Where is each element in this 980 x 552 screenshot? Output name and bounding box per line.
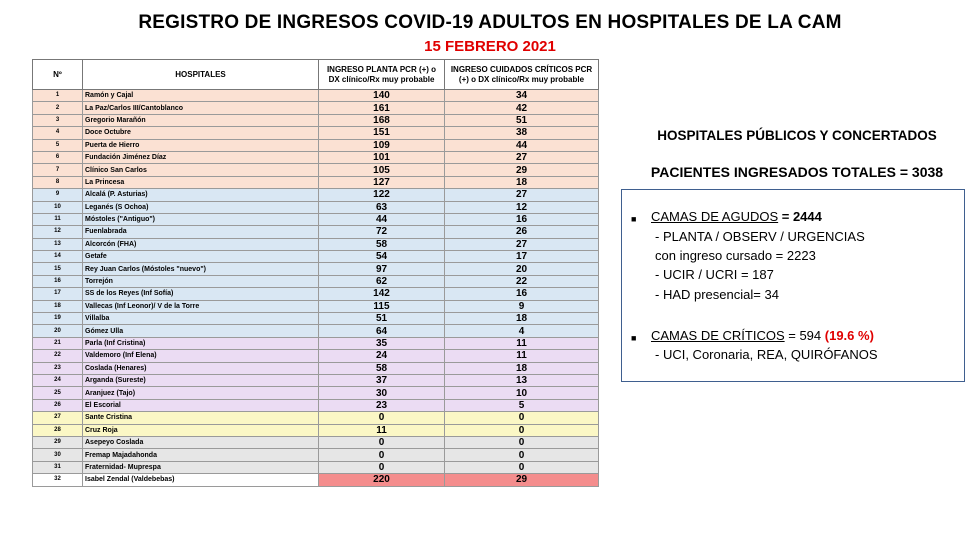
planta-count: 0: [319, 412, 445, 424]
table-row: [33, 313, 599, 325]
planta-count: 62: [319, 275, 445, 287]
planta-count: 115: [319, 300, 445, 312]
hospital-name: Coslada (Henares): [83, 362, 319, 374]
planta-count: 58: [319, 362, 445, 374]
beds-summary-box: [621, 189, 965, 382]
criticos-count: 13: [445, 374, 599, 386]
row-number: 10: [33, 201, 83, 213]
planta-count: 220: [319, 474, 445, 486]
section-title: HOSPITALES PÚBLICOS Y CONCERTADOS: [657, 128, 937, 143]
total-patients: PACIENTES INGRESADOS TOTALES = 3038: [650, 164, 944, 180]
planta-count: 72: [319, 226, 445, 238]
criticos-count: 16: [445, 213, 599, 225]
planta-count: 0: [319, 449, 445, 461]
row-number: 14: [33, 251, 83, 263]
row-number: 5: [33, 139, 83, 151]
row-number: 25: [33, 387, 83, 399]
hospital-name: Móstoles ("Antiguo"): [83, 213, 319, 225]
hospital-name: Alcorcón (FHA): [83, 238, 319, 250]
hospital-name: Torrejón: [83, 275, 319, 287]
hospital-name: Fuenlabrada: [83, 226, 319, 238]
criticos-value: = 594: [784, 328, 822, 343]
planta-count: 127: [319, 176, 445, 188]
agudos-detail: - UCIR / UCRI = 187: [655, 267, 774, 282]
row-number: 1: [33, 90, 83, 102]
table-row: [33, 201, 599, 213]
table-row: [33, 399, 599, 411]
hospital-name: Gómez Ulla: [83, 325, 319, 337]
table-row: [33, 337, 599, 349]
table-row: [33, 424, 599, 436]
criticos-count: 4: [445, 325, 599, 337]
criticos-label: CAMAS DE CRÍTICOS: [651, 328, 785, 343]
criticos-count: 42: [445, 102, 599, 114]
table-row: [33, 102, 599, 114]
hospital-name: Alcalá (P. Asturias): [83, 189, 319, 201]
table-row: [33, 90, 599, 102]
hospital-name: Clínico San Carlos: [83, 164, 319, 176]
square-bullet-icon: ■: [631, 214, 637, 224]
hospital-name: Rey Juan Carlos (Móstoles "nuevo"): [83, 263, 319, 275]
planta-count: 142: [319, 288, 445, 300]
table-row: [33, 474, 599, 486]
planta-count: 44: [319, 213, 445, 225]
row-number: 12: [33, 226, 83, 238]
agudos-detail: - PLANTA / OBSERV / URGENCIAS: [655, 229, 865, 244]
row-number: 6: [33, 151, 83, 163]
criticos-count: 18: [445, 176, 599, 188]
table-row: [33, 263, 599, 275]
hospital-name: Ramón y Cajal: [83, 90, 319, 102]
table-row: [33, 325, 599, 337]
table-row: [33, 350, 599, 362]
row-number: 28: [33, 424, 83, 436]
criticos-count: 0: [445, 461, 599, 473]
row-number: 22: [33, 350, 83, 362]
criticos-count: 51: [445, 114, 599, 126]
row-number: 32: [33, 474, 83, 486]
criticos-count: 29: [445, 164, 599, 176]
table-header-row: [33, 60, 599, 90]
table-row: [33, 139, 599, 151]
planta-count: 151: [319, 127, 445, 139]
planta-count: 23: [319, 399, 445, 411]
table-row: [33, 436, 599, 448]
report-date: 15 FEBRERO 2021: [424, 38, 556, 55]
hospital-name: Fremap Majadahonda: [83, 449, 319, 461]
row-number: 7: [33, 164, 83, 176]
agudos-detail: - HAD presencial= 34: [655, 287, 779, 302]
row-number: 31: [33, 461, 83, 473]
table-row: [33, 449, 599, 461]
row-number: 2: [33, 102, 83, 114]
planta-count: 63: [319, 201, 445, 213]
table-row: [33, 412, 599, 424]
row-number: 29: [33, 436, 83, 448]
hospital-name: Parla (Inf Cristina): [83, 337, 319, 349]
table-row: [33, 387, 599, 399]
hospital-admissions-table: [32, 59, 599, 487]
agudos-value: = 2444: [778, 209, 822, 224]
row-number: 24: [33, 374, 83, 386]
hospital-name: Leganés (S Ochoa): [83, 201, 319, 213]
planta-count: 51: [319, 313, 445, 325]
row-number: 15: [33, 263, 83, 275]
table-row: [33, 461, 599, 473]
row-number: 17: [33, 288, 83, 300]
planta-count: 161: [319, 102, 445, 114]
hospital-name: Fraternidad- Muprespa: [83, 461, 319, 473]
planta-count: 64: [319, 325, 445, 337]
criticos-count: 16: [445, 288, 599, 300]
page-title: REGISTRO DE INGRESOS COVID-19 ADULTOS EN HOSPITALES DE LA CAM: [138, 12, 842, 33]
criticos-percentage: (19.6 %): [824, 328, 874, 343]
agudos-label: CAMAS DE AGUDOS: [651, 209, 779, 224]
row-number: 27: [33, 412, 83, 424]
planta-count: 30: [319, 387, 445, 399]
criticos-count: 26: [445, 226, 599, 238]
planta-count: 35: [319, 337, 445, 349]
table-row: [33, 127, 599, 139]
criticos-count: 0: [445, 449, 599, 461]
hospital-name: Villalba: [83, 313, 319, 325]
hospital-name: Doce Octubre: [83, 127, 319, 139]
row-number: 3: [33, 114, 83, 126]
col-header-criticos: INGRESO CUIDADOS CRÍTICOS PCR (+) o DX clínico/Rx muy probable: [445, 60, 599, 90]
col-header-number: Nº: [33, 60, 83, 90]
criticos-count: 18: [445, 362, 599, 374]
row-number: 8: [33, 176, 83, 188]
table-row: [33, 151, 599, 163]
row-number: 20: [33, 325, 83, 337]
planta-count: 37: [319, 374, 445, 386]
criticos-count: 0: [445, 412, 599, 424]
hospital-name: Cruz Roja: [83, 424, 319, 436]
table-row: [33, 189, 599, 201]
criticos-count: 11: [445, 350, 599, 362]
criticos-count: 34: [445, 90, 599, 102]
hospital-name: Arganda (Sureste): [83, 374, 319, 386]
planta-count: 97: [319, 263, 445, 275]
row-number: 9: [33, 189, 83, 201]
criticos-count: 29: [445, 474, 599, 486]
planta-count: 109: [319, 139, 445, 151]
criticos-count: 20: [445, 263, 599, 275]
hospital-name: Vallecas (Inf Leonor)/ V de la Torre: [83, 300, 319, 312]
planta-count: 122: [319, 189, 445, 201]
criticos-count: 44: [445, 139, 599, 151]
criticos-count: 27: [445, 151, 599, 163]
planta-count: 54: [319, 251, 445, 263]
hospital-name: Getafe: [83, 251, 319, 263]
planta-count: 24: [319, 350, 445, 362]
criticos-count: 0: [445, 436, 599, 448]
row-number: 11: [33, 213, 83, 225]
table-row: [33, 114, 599, 126]
agudos-line: [651, 207, 822, 226]
hospital-name: SS de los Reyes (Inf Sofía): [83, 288, 319, 300]
col-header-planta: INGRESO PLANTA PCR (+) o DX clínico/Rx muy probable: [319, 60, 445, 90]
criticos-count: 5: [445, 399, 599, 411]
table-row: [33, 176, 599, 188]
row-number: 4: [33, 127, 83, 139]
criticos-count: 27: [445, 189, 599, 201]
col-header-hospital: HOSPITALES: [83, 60, 319, 90]
hospital-name: Sante Cristina: [83, 412, 319, 424]
planta-count: 105: [319, 164, 445, 176]
row-number: 26: [33, 399, 83, 411]
criticos-count: 27: [445, 238, 599, 250]
criticos-count: 9: [445, 300, 599, 312]
table-row: [33, 251, 599, 263]
planta-count: 0: [319, 461, 445, 473]
table-row: [33, 213, 599, 225]
hospital-name: La Princesa: [83, 176, 319, 188]
row-number: 16: [33, 275, 83, 287]
hospital-name: Puerta de Hierro: [83, 139, 319, 151]
criticos-count: 22: [445, 275, 599, 287]
hospital-name: Aranjuez (Tajo): [83, 387, 319, 399]
table-row: [33, 275, 599, 287]
hospital-name: Gregorio Marañón: [83, 114, 319, 126]
row-number: 21: [33, 337, 83, 349]
criticos-count: 11: [445, 337, 599, 349]
table-row: [33, 362, 599, 374]
criticos-count: 10: [445, 387, 599, 399]
planta-count: 168: [319, 114, 445, 126]
criticos-count: 12: [445, 201, 599, 213]
table-row: [33, 226, 599, 238]
criticos-count: 0: [445, 424, 599, 436]
square-bullet-icon: ■: [631, 333, 637, 343]
criticos-count: 17: [445, 251, 599, 263]
table-row: [33, 374, 599, 386]
planta-count: 101: [319, 151, 445, 163]
agudos-detail: con ingreso cursado = 2223: [655, 248, 816, 263]
planta-count: 11: [319, 424, 445, 436]
row-number: 30: [33, 449, 83, 461]
row-number: 19: [33, 313, 83, 325]
table-row: [33, 164, 599, 176]
hospital-name: Isabel Zendal (Valdebebas): [83, 474, 319, 486]
row-number: 13: [33, 238, 83, 250]
criticos-count: 38: [445, 127, 599, 139]
hospital-name: Asepeyo Coslada: [83, 436, 319, 448]
hospital-name: La Paz/Carlos III/Cantoblanco: [83, 102, 319, 114]
table-row: [33, 300, 599, 312]
planta-count: 140: [319, 90, 445, 102]
table-row: [33, 288, 599, 300]
row-number: 18: [33, 300, 83, 312]
hospital-name: Valdemoro (Inf Elena): [83, 350, 319, 362]
planta-count: 0: [319, 436, 445, 448]
criticos-line: [651, 326, 874, 345]
criticos-detail: - UCI, Coronaria, REA, QUIRÓFANOS: [655, 347, 878, 362]
planta-count: 58: [319, 238, 445, 250]
table-row: [33, 238, 599, 250]
row-number: 23: [33, 362, 83, 374]
hospital-name: El Escorial: [83, 399, 319, 411]
hospital-name: Fundación Jiménez Díaz: [83, 151, 319, 163]
criticos-count: 18: [445, 313, 599, 325]
